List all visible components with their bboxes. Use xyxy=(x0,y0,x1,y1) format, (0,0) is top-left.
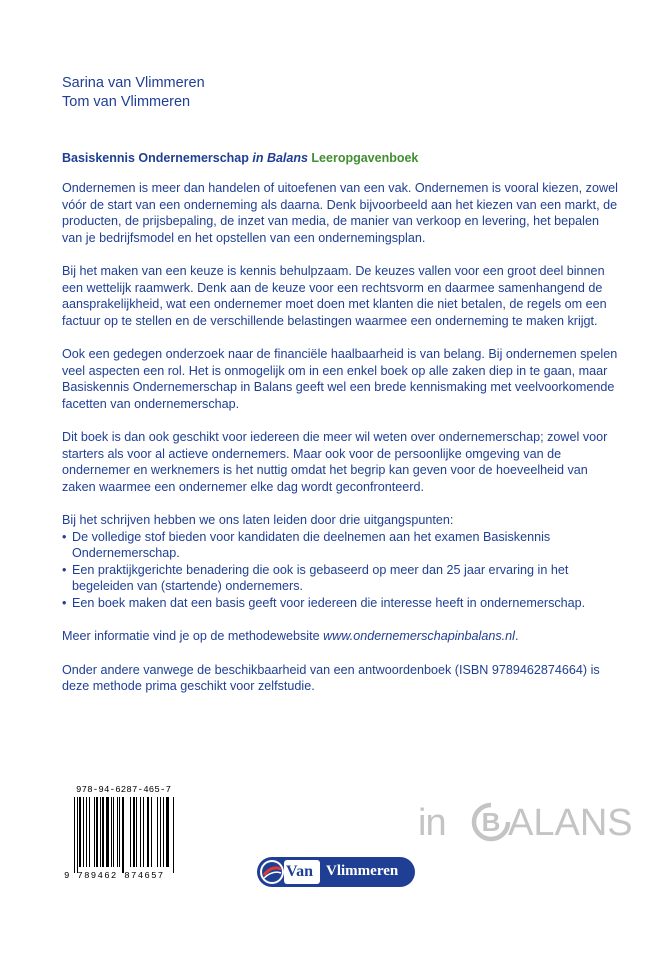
website-link[interactable]: www.ondernemerschapinbalans.nl xyxy=(323,629,515,643)
series-logo xyxy=(418,796,640,848)
author-1: Sarina van Vlimmeren xyxy=(62,75,205,91)
barcode-bar xyxy=(122,797,124,873)
barcode-bar xyxy=(130,797,131,867)
barcode-bar xyxy=(79,797,81,867)
paragraph-1: Ondernemen is meer dan handelen of uitoefenen van een vak. Ondernemen is vooral kiezen, zowel vóór de start van een onderneming als daarna. Denk bijvoorbeeld aan het kiezen van een markt, de producten, de prijsbepaling, de inzet van media, de manier van verkoop en levering, het bepalen van je bedrijfsmodel en het opstellen van een ondernemingsplan. xyxy=(62,181,618,245)
barcode-bar xyxy=(136,797,137,867)
barcode-bar xyxy=(160,797,161,867)
blurb xyxy=(62,180,622,712)
globe-icon xyxy=(259,859,285,885)
barcode-bar xyxy=(143,797,144,867)
barcode-bar xyxy=(89,797,90,867)
barcode-bar xyxy=(111,797,112,867)
barcode-bar xyxy=(113,797,114,867)
barcode-bar xyxy=(83,797,84,867)
principles-intro: Bij het schrijven hebben we ons laten leiden door drie uitgangspunten: xyxy=(62,513,454,527)
barcode-bar xyxy=(77,797,78,873)
barcode-bar xyxy=(100,797,101,867)
principle-item: • Een praktijkgerichte benadering die ook is gebaseerd op meer dan 25 jaar ervaring in het begeleiden van (startende) ondernemers. xyxy=(62,562,569,593)
authors xyxy=(62,74,205,112)
author-2: Tom van Vlimmeren xyxy=(62,94,191,110)
barcode-bar xyxy=(147,797,149,867)
barcode-bar xyxy=(94,797,95,867)
principles-list xyxy=(62,529,622,612)
book-title xyxy=(62,151,418,165)
barcode-bar xyxy=(117,797,118,867)
book-title-subtitle: Leeropgavenboek xyxy=(307,151,419,165)
barcode-bar xyxy=(151,797,152,867)
paragraph-7: Onder andere vanwege de beschikbaarheid van een antwoordenboek (ISBN 9789462874664) is deze methode prima geschikt voor zelfstudie. xyxy=(62,662,600,693)
barcode-bar xyxy=(106,797,109,867)
series-logo-b: B xyxy=(481,807,501,837)
isbn-bottom-text: 9 789462 874657 xyxy=(64,871,165,881)
publisher-van: Van xyxy=(286,863,313,880)
book-title-series: in Balans xyxy=(252,151,308,165)
paragraph-3: Ook een gedegen onderzoek naar de financiële haalbaarheid is van belang. Bij ondernemen spelen veel aspecten een rol. Het is onmogelijk om in een enkel boek op alle zaken diep in te gaan, maar Basiskennis Ondernemerschap in Balans geeft wel een brede kennismaking met veelvoorkomende facetten van ondernemerschap. xyxy=(62,347,618,411)
barcode-bar xyxy=(133,797,135,867)
book-title-main: Basiskennis Ondernemerschap xyxy=(62,151,253,165)
barcode-bar xyxy=(157,797,158,867)
barcode-bar xyxy=(102,797,104,867)
barcode-bars xyxy=(74,797,180,873)
paragraph-4: Dit boek is dan ook geschikt voor iedereen die meer wil weten over ondernemerschap; zowel voor starters als voor al actieve ondernemers. Maar ook voor de persoonlijke omgeving van de ondernemer en werknemers is het nuttig omdat het begrip kan geven voor de hoeveelheid van zaken waarmee een ondernemer elke dag wordt geconfronteerd. xyxy=(62,430,608,494)
barcode-bar xyxy=(86,797,87,867)
website-paragraph: Meer informatie vind je op de methodewebsite www.ondernemerschapinbalans.nl. xyxy=(62,629,519,643)
barcode-bar xyxy=(74,797,75,873)
publisher-logo xyxy=(257,857,415,887)
barcode-bar xyxy=(119,797,120,867)
series-logo-rest: ALANS xyxy=(508,802,633,844)
publisher-name: Vlimmeren xyxy=(326,863,399,879)
principle-item: • De volledige stof bieden voor kandidaten die deelnemen aan het examen Basiskennis Ondernemerschap. xyxy=(62,529,551,560)
barcode-bar xyxy=(166,797,169,867)
paragraph-2: Bij het maken van een keuze is kennis behulpzaam. De keuzes vallen voor een groot deel binnen een wettelijk raamwerk. Denk aan de keuze voor een rechtsvorm en daarmee samenhangend de aansprakelijkheid, wat een ondernemer moet doen met klanten die niet betalen, de regels om een factuur op te stellen en de verschillende belastingen waarmee een onderneming te maken krijgt. xyxy=(62,264,607,328)
isbn-barcode xyxy=(64,785,184,885)
principle-item: • Een boek maken dat een basis geeft voor iedereen die interesse heeft in ondernemerschap. xyxy=(62,595,586,610)
barcode-bar xyxy=(96,797,98,867)
barcode-bar xyxy=(163,797,164,867)
isbn-top-text: 978-94-6287-465-7 xyxy=(76,785,172,795)
barcode-bar xyxy=(173,797,174,873)
barcode-bar xyxy=(140,797,141,867)
balance-circle-icon xyxy=(471,802,511,842)
series-logo-in: in xyxy=(418,802,446,844)
